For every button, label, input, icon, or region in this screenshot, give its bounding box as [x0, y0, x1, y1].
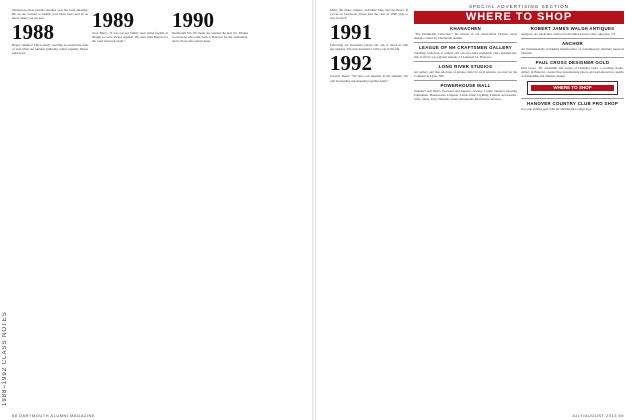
shop-box-title: WHERE TO SHOP — [531, 85, 614, 91]
ad-body: “The Dartmouth Collection,” the newest of our handcrafted Tibetan carpet designs created by Dartmouth alumni. — [414, 32, 517, 40]
page-footer-left: 68 DARTMOUTH ALUMNI MAGAZINE — [12, 413, 96, 418]
column-text: Sharpen up those pencils. Another year has been amazing. Hit up our website to submit your latest news and let us know where you are now. — [12, 8, 88, 21]
special-advertising-label: SPECIAL ADVERTISING SECTION — [468, 4, 569, 9]
ad-title: ROBERT JAMES WALSH ANTIQUES — [530, 26, 615, 31]
ad-body: An Internationally acclaimed manufacturer of contemporary furniture based in Vermont. — [521, 47, 624, 55]
page-gutter — [312, 0, 316, 420]
where-to-shop-banner: WHERE TO SHOP — [414, 11, 624, 24]
where-to-shop-section — [414, 4, 624, 414]
ad-column-left — [414, 24, 517, 102]
column-text: Many fun make cameos, including Meg and the Bears. If you’re on Facebook, please join the class of 1990 page to stay in touch. — [330, 8, 408, 21]
class-notes-column-4 — [330, 8, 408, 406]
year-heading-1990: 1990 — [172, 8, 214, 32]
year-heading-1988: 1988 — [12, 20, 54, 45]
ad-title: LEAGUE OF NH CRAFTSMEN GALLERY — [419, 45, 512, 50]
ad-column-right — [521, 24, 624, 112]
ad-body: Get your golfing gear with the Dartmouth College logo. — [521, 107, 593, 111]
year-heading-1989: 1989 — [92, 8, 134, 32]
page-footer-right: JULY/AUGUST 2013 69 — [571, 413, 624, 418]
ad-body: Antiques, art, medicines, Sevices from Simon Pearce Glass, Quechee, VT. — [521, 32, 616, 36]
column-text: Carolyn Mead: “We have our meeting in the summer. We will be meeting and shopping together again.” — [330, 74, 408, 83]
year-heading-1991: 1991 — [330, 20, 372, 45]
class-notes-column-3 — [172, 8, 248, 406]
ad-body: Paul Cross, ’83, goldsmith and owner of Designer Gold, a working studio-gallery in Hanover, creates fine custom-made pieces and well-known for quality craftsmanship and timeless design. — [521, 66, 624, 78]
column-text: Dartmouth Six. We made our reunion the best yet. Thanks to everyone who came back to Hanover for the celebration, and to those who sent in notes. — [172, 31, 248, 44]
ad-body: Women’s and Men’s Footwear and Apparel, Jewelry, Candy, Outdoor Sporting Equipment, Housewares, Lingerie, Vision Wear, Lighting, Fashion Accessories, Gifts, Salon, Toys, Hearing Center, Restaurant, Real Estate Services. — [414, 89, 517, 101]
divider — [521, 98, 624, 99]
year-heading-1992: 1992 — [330, 51, 372, 76]
where-to-shop-box — [527, 81, 618, 95]
column-text: Happy summer! This is likely reaching us around the time of year when our reunion gathering comes together. Please send news. — [12, 43, 88, 56]
class-notes-column-2 — [92, 8, 168, 406]
ad-title: ANCHOR — [561, 41, 584, 46]
class-notes-column-1 — [12, 8, 88, 406]
ad-title: HANOVER COUNTRY CLUB PRO SHOP — [526, 101, 619, 106]
divider — [414, 42, 517, 43]
section-spine-label: 1988–1992 CLASS NOTES — [2, 311, 8, 406]
ad-body: Art gallery and fine selection of unique crafts by local artisans. Located on the Common in Lyme, NH. — [414, 70, 517, 78]
ad-body: Stunning collection of unique and one-of-a-kind traditional and contemporary fine crafts by top regional artisans. 13 Lebanon St., Hanover. — [414, 51, 517, 59]
divider — [414, 61, 517, 62]
ad-title: POWERHOUSE MALL — [440, 83, 491, 88]
divider — [521, 38, 624, 39]
divider — [414, 80, 517, 81]
column-text: Scott Barry: “It was our sea family sport being friends as though we were always together. We went from Hanover to the coast and back again.” — [92, 31, 168, 44]
ad-title: KHANACHEN — [450, 26, 481, 31]
divider — [521, 57, 624, 58]
ad-title: PAUL CROSS DESIGNER GOLD — [535, 60, 610, 65]
column-text: Following our December phone call, ask to check in with any updates. The next newsletter will be out in the fall. — [330, 43, 408, 52]
ad-title: LONG RIVER STUDIOS — [438, 64, 493, 69]
